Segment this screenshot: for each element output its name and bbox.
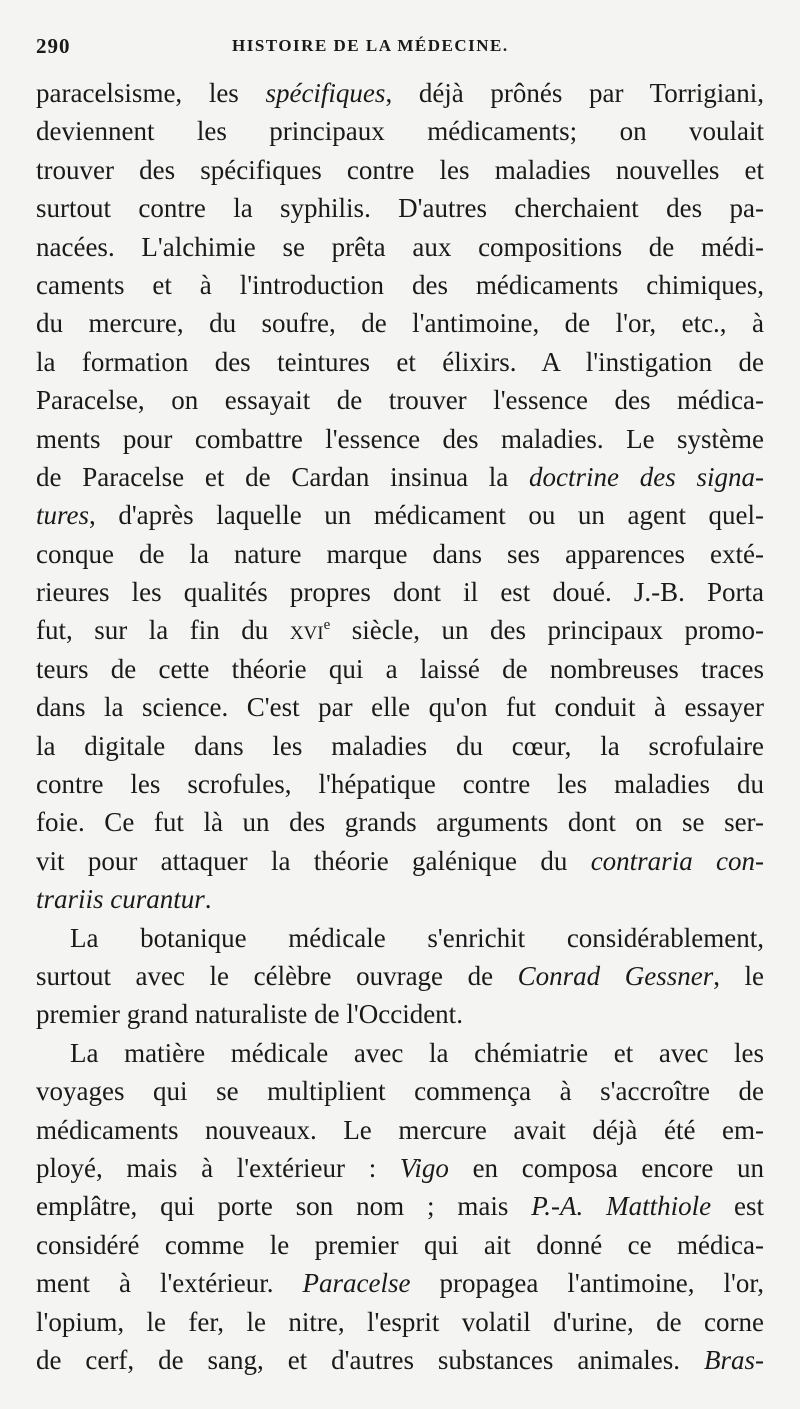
text-line [36, 919, 764, 957]
text-run: deviennent les principaux médicaments; on voulait [36, 116, 764, 147]
text-line [36, 112, 764, 150]
text-line [36, 151, 764, 189]
text-line [36, 688, 764, 726]
text-run: la formation des teintures et élixirs. A l'instigation de [36, 346, 764, 377]
text-run: emplâtre, qui porte son nom ; mais [36, 1191, 532, 1222]
text-run: ments pour combattre l'essence des maladies. Le système [36, 423, 764, 454]
body-text [36, 74, 764, 1379]
text-run: caments et à l'introduction des médicaments chimiques, [36, 269, 764, 300]
text-run: voyages qui se multiplient commença à s'accroître de [36, 1076, 764, 1107]
text-line [36, 727, 764, 765]
text-run: surtout contre la syphilis. D'autres cherchaient des pa- [36, 193, 764, 224]
text-line [36, 381, 764, 419]
text-run: premier grand naturaliste de l'Occident. [36, 999, 463, 1030]
text-line [36, 765, 764, 803]
text-run: considéré comme le premier qui ait donné ce médica- [36, 1229, 764, 1260]
text-run: siècle, un des principaux promo- [330, 615, 764, 646]
text-run: teurs de cette théorie qui a laissé de nombreuses traces [36, 653, 764, 684]
text-line [36, 1149, 764, 1187]
text-run: . [204, 884, 212, 915]
text-line [36, 957, 764, 995]
text-run: médicaments nouveaux. Le mercure avait déjà été em- [36, 1114, 764, 1145]
text-run: propagea l'antimoine, l'or, [410, 1268, 764, 1299]
book-page [36, 28, 765, 1375]
text-line [36, 535, 764, 573]
text-line [36, 496, 764, 534]
text-line [36, 458, 764, 496]
text-run: fut, sur la fin du [36, 615, 290, 646]
text-run: contre les scrofules, l'hépatique contre les maladies du [36, 769, 764, 800]
text-run: , d'après laquelle un médicament ou un agent quel- [89, 500, 764, 531]
text-run: en composa encore un [448, 1152, 764, 1183]
text-line [36, 573, 764, 611]
italic-text: contraria con- [590, 845, 764, 876]
text-run: est [711, 1191, 765, 1222]
text-run: Paracelse, on essayait de trouver l'essence des médica- [36, 385, 764, 416]
text-line [36, 1341, 764, 1379]
page-header [36, 28, 764, 62]
text-line [36, 228, 764, 266]
italic-text: trariis curantur [36, 884, 205, 915]
text-run: ployé, mais à l'extérieur : [36, 1152, 400, 1183]
text-run: de Paracelse et de Cardan insinua la [36, 461, 530, 492]
italic-text: tures [36, 500, 89, 531]
text-run: surtout avec le célèbre ouvrage de [36, 960, 518, 991]
text-line [36, 74, 764, 112]
text-line [36, 189, 764, 227]
text-run: conque de la nature marque dans ses apparences exté- [36, 538, 764, 569]
text-line [36, 1072, 764, 1110]
text-run: xvi [289, 615, 324, 646]
text-run: vit pour attaquer la théorie galénique du [36, 845, 591, 876]
text-line [36, 266, 764, 304]
text-line [36, 304, 764, 342]
text-run: , déjà prônés par Torrigiani, [385, 78, 764, 108]
text-line [36, 650, 764, 688]
text-run: e [323, 617, 331, 634]
text-run: l'opium, le fer, le nitre, l'esprit volatil d'urine, de corne [36, 1306, 764, 1337]
italic-text: Paracelse [302, 1268, 411, 1299]
text-run: rieures les qualités propres dont il est doué. J.-B. Porta [36, 577, 764, 608]
text-line [36, 343, 764, 381]
italic-text: Bras- [704, 1344, 764, 1375]
italic-text: P.-A. Matthiole [531, 1191, 712, 1222]
text-run: paracelsisme, les [36, 78, 266, 108]
text-run: ment à l'extérieur. [36, 1268, 303, 1299]
text-line [36, 1226, 764, 1264]
text-run: du mercure, du soufre, de l'antimoine, de l'or, etc., à [36, 308, 764, 339]
text-run: trouver des spécifiques contre les maladies nouvelles et [36, 154, 764, 185]
text-line [36, 995, 764, 1033]
text-line [36, 1111, 764, 1149]
text-line [36, 1264, 764, 1302]
italic-text: Conrad Gessner [517, 960, 714, 991]
text-run: de cerf, de sang, et d'autres substances animales. [36, 1344, 704, 1375]
text-run: nacées. L'alchimie se prêta aux compositions de médi- [36, 231, 764, 262]
italic-text: spécifiques [265, 78, 386, 108]
text-line [36, 420, 764, 458]
text-run: , le [713, 960, 764, 991]
text-line [36, 880, 764, 918]
text-run: foie. Ce fut là un des grands arguments dont on se ser- [36, 807, 764, 838]
text-line [36, 611, 764, 649]
text-line [36, 1303, 764, 1341]
running-head: HISTOIRE DE LA MÉDECINE. [232, 36, 509, 55]
text-run: la digitale dans les maladies du cœur, la scrofulaire [36, 730, 764, 761]
page-number: 290 [36, 34, 71, 58]
text-line [36, 803, 764, 841]
text-line [36, 1034, 764, 1072]
text-line [36, 842, 764, 880]
text-run: dans la science. C'est par elle qu'on fut conduit à essayer [36, 692, 764, 723]
text-run: La matière médicale avec la chémiatrie et avec les [70, 1037, 764, 1068]
text-run: La botanique médicale s'enrichit considérablement, [70, 922, 764, 953]
italic-text: Vigo [399, 1152, 449, 1183]
text-line [36, 1187, 764, 1225]
italic-text: doctrine des signa- [529, 461, 764, 492]
